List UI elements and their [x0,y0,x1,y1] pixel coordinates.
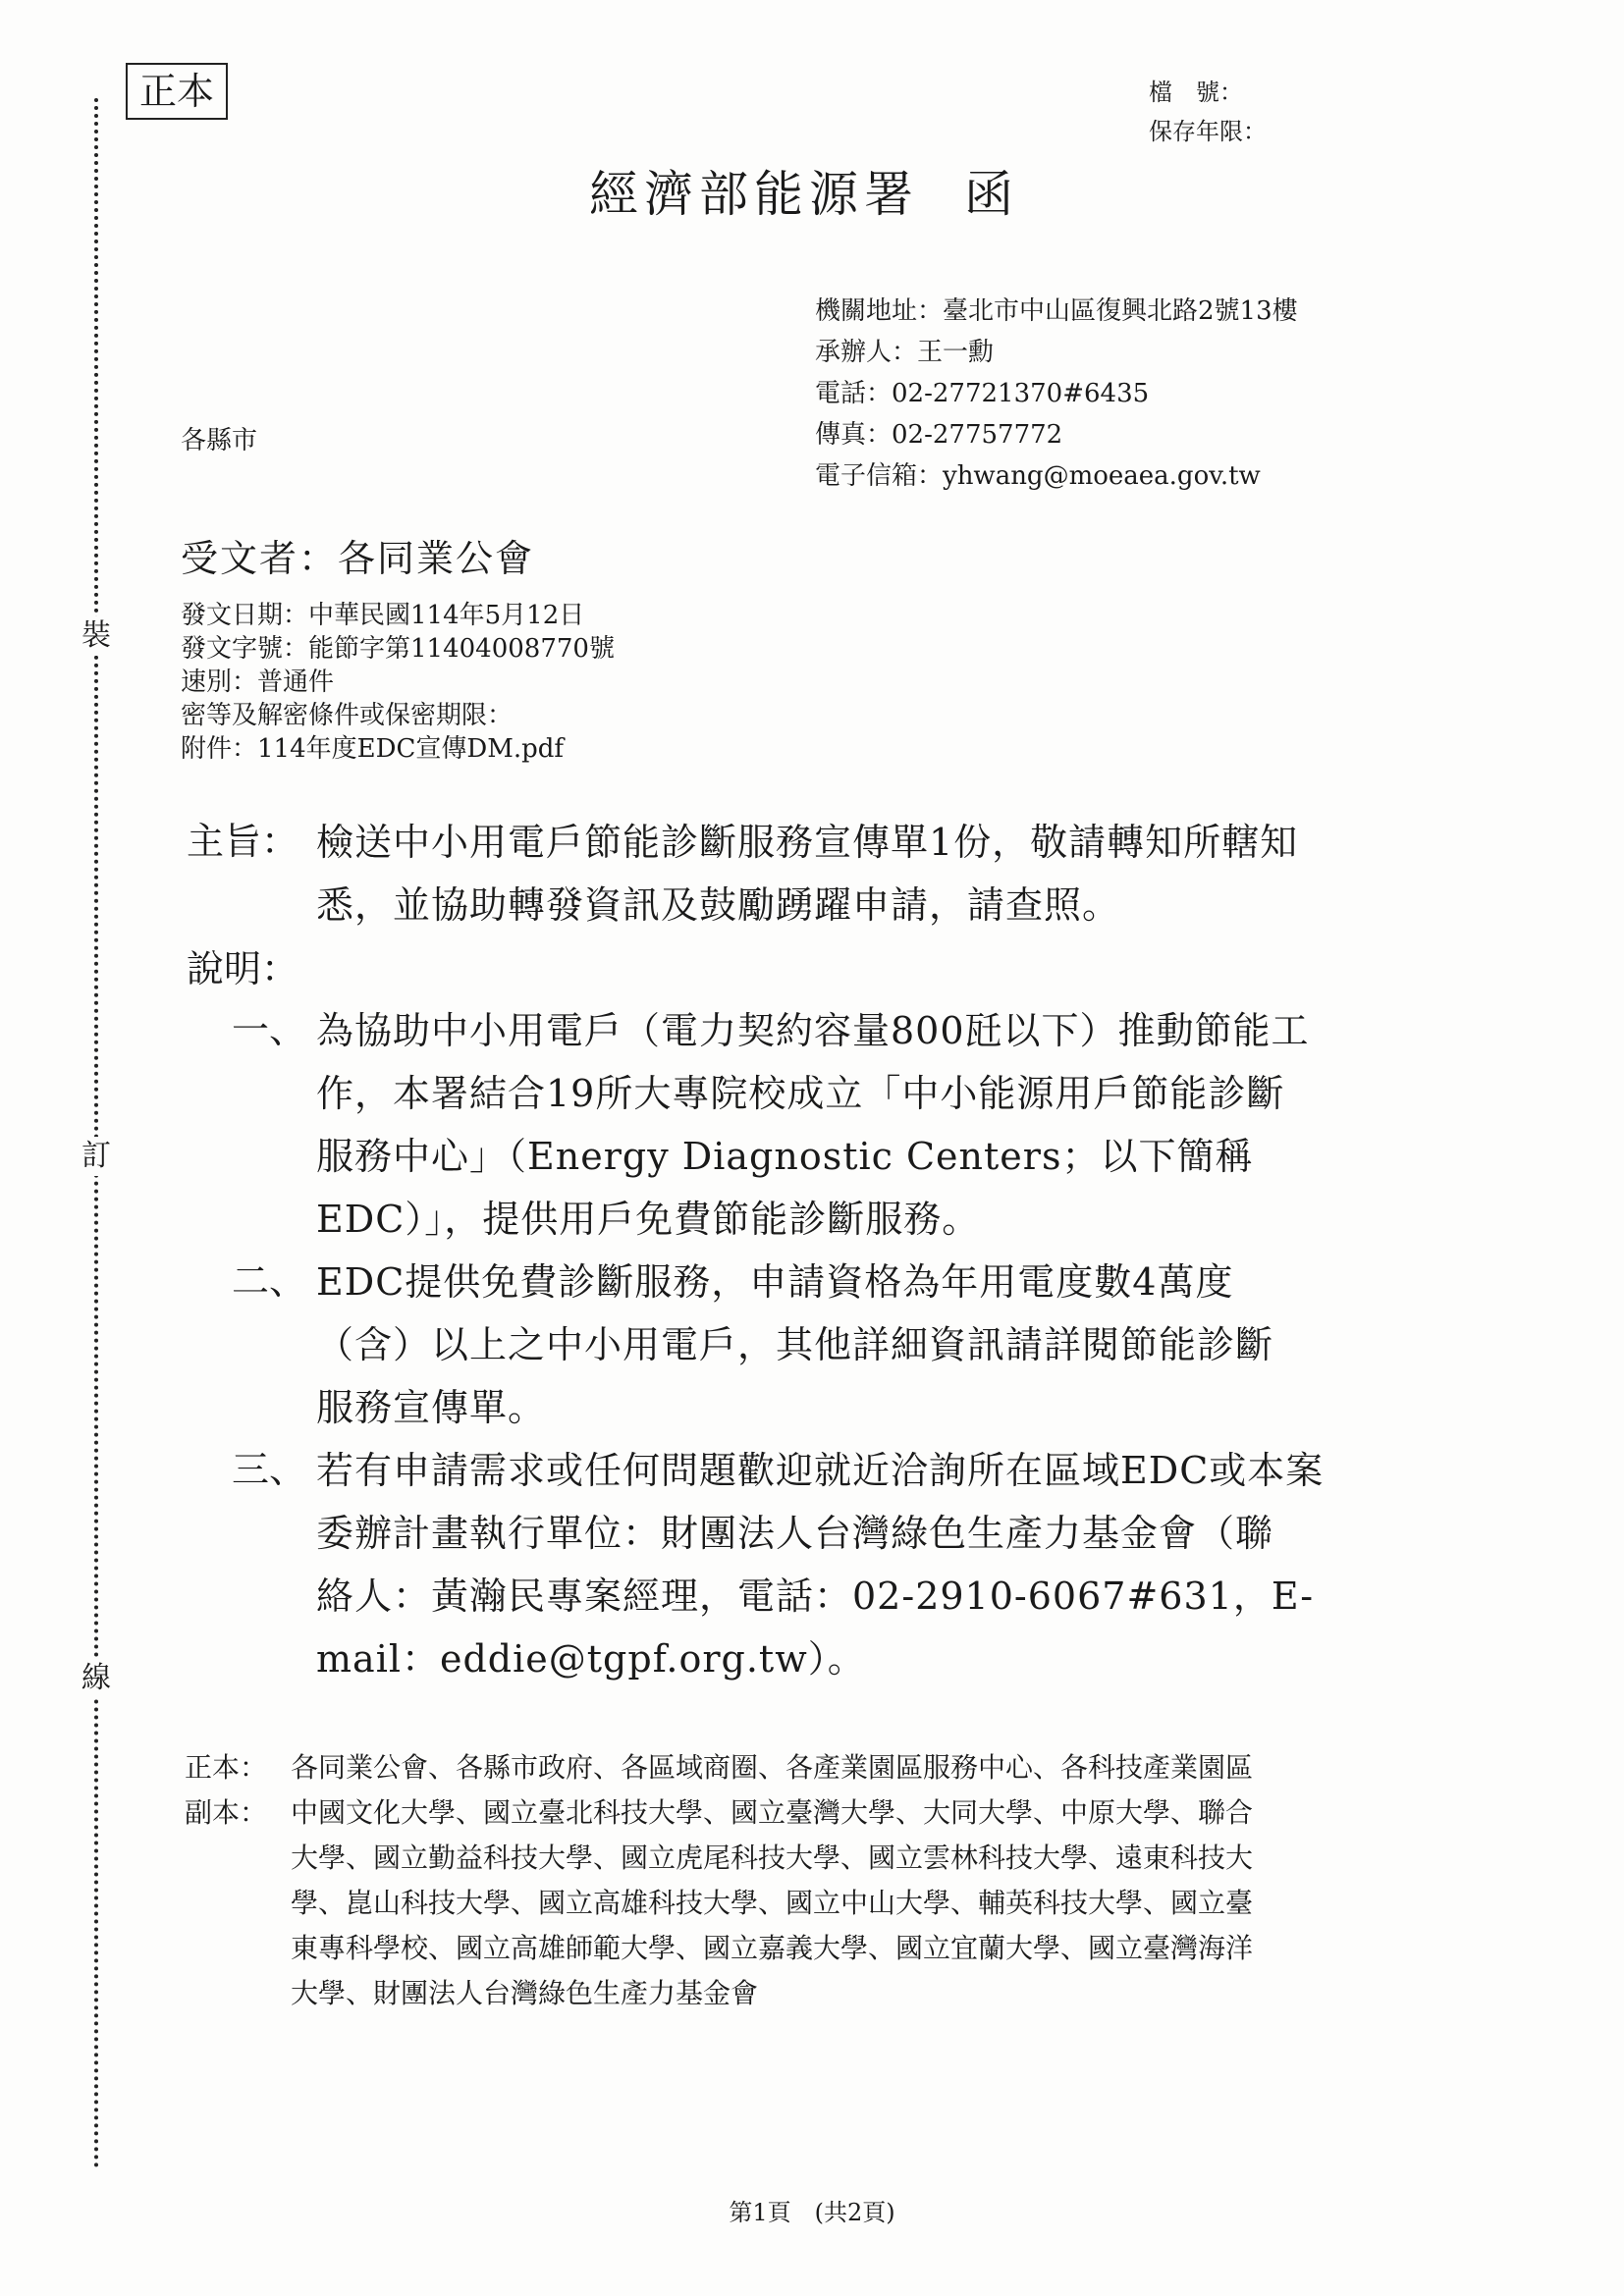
description-item [316,1439,1435,1690]
agency-name: 經濟部能源署 [589,166,919,223]
copy-line: 中國文化大學、國立臺北科技大學、國立臺灣大學、大同大學、中原大學、聯合 [291,1796,1254,1829]
phone-number: 電話：02-27721370#6435 [815,379,1150,408]
binding-mark-middle: 訂 [79,1137,114,1176]
attachment: 附件：114年度EDC宣傳DM.pdf [181,734,564,764]
item-number: 一、 [232,1008,307,1051]
contact-block [815,291,1298,497]
issue-date: 發文日期：中華民國114年5月12日 [181,601,585,630]
description-item [316,999,1435,1251]
document-meta [181,599,615,766]
binding-mark-bottom: 線 [79,1659,114,1698]
handler-name: 承辦人：王一勳 [815,338,995,367]
item-line: 服務中心」（Energy Diagnostic Centers；以下簡稱 [316,1135,1254,1178]
item-line: 若有申請需求或任何問題歡迎就近洽詢所在區域EDC或本案 [316,1449,1325,1492]
copy-line: 學、崑山科技大學、國立高雄科技大學、國立中山大學、輔英科技大學、國立臺 [291,1887,1254,1919]
copy-line: 大學、國立勤益科技大學、國立虎尾科技大學、國立雲林科技大學、遠東科技大 [291,1842,1254,1874]
subject-line: 悉，並協助轉發資訊及鼓勵踴躍申請，請查照。 [316,883,1121,927]
binding-mark-top: 裝 [79,616,114,656]
item-number: 三、 [232,1448,307,1491]
file-number: 檔 號： [1149,79,1243,106]
retention-period: 保存年限： [1149,118,1267,145]
document-number: 發文字號：能節字第11404008770號 [181,634,615,664]
subject-text [316,811,1435,936]
copy-line: 大學、財團法人台灣綠色生產力基金會 [291,1977,759,2009]
item-line: EDC）」，提供用戶免費節能診斷服務。 [316,1198,981,1241]
fax-number: 傳真：02-27757772 [815,420,1063,450]
email-address: 電子信箱：yhwang@moeaea.gov.tw [815,461,1261,491]
item-number: 二、 [232,1259,307,1303]
item-line: 為協助中小用電戶（電力契約容量800瓩以下）推動節能工 [316,1009,1310,1052]
binding-dotted-line [94,98,98,2169]
description-label: 說明： [187,947,299,990]
original-recipients-label: 正本： [185,1751,268,1784]
subject-label: 主旨： [187,820,299,863]
item-line: mail：eddie@tgpf.org.tw）。 [316,1637,866,1681]
item-line: 絡人：黃瀚民專案經理，電話：02-2910-6067#631，E- [316,1575,1315,1618]
document-title [589,155,1019,226]
item-line: 委辦計畫執行單位：財團法人台灣綠色生產力基金會（聯 [316,1512,1274,1555]
subject-line: 檢送中小用電戶節能診斷服務宣傳單1份，敬請轉知所轄知 [316,821,1299,864]
item-line: （含）以上之中小用電戶，其他詳細資訊請詳閱節能診斷 [316,1323,1274,1366]
document-type: 函 [964,166,1019,223]
secrecy-level: 密等及解密條件或保密期限： [181,701,514,730]
item-line: EDC提供免費診斷服務，申請資格為年用電度數4萬度 [316,1260,1234,1304]
item-line: 作，本署結合19所大專院校成立「中小能源用戶節能診斷 [316,1072,1285,1115]
copy-recipients [291,1790,1439,2016]
recipient: 受文者：各同業公會 [181,537,535,580]
copy-recipients-label: 副本： [185,1796,268,1829]
item-line: 服務宣傳單。 [316,1386,547,1429]
original-copy-stamp: 正本 [126,63,228,120]
copy-line: 東專科學校、國立高雄師範大學、國立嘉義大學、國立宜蘭大學、國立臺灣海洋 [291,1932,1254,1964]
page-number: 第1頁 (共2頁) [729,2199,895,2226]
agency-address: 機關地址：臺北市中山區復興北路2號13樓 [815,296,1298,326]
description-item [316,1251,1435,1439]
delivery-speed: 速別：普通件 [181,667,335,697]
recipient-address: 各縣市 [181,426,258,455]
original-recipients: 各同業公會、各縣市政府、各區域商圈、各產業園區服務中心、各科技產業園區 [291,1751,1254,1784]
